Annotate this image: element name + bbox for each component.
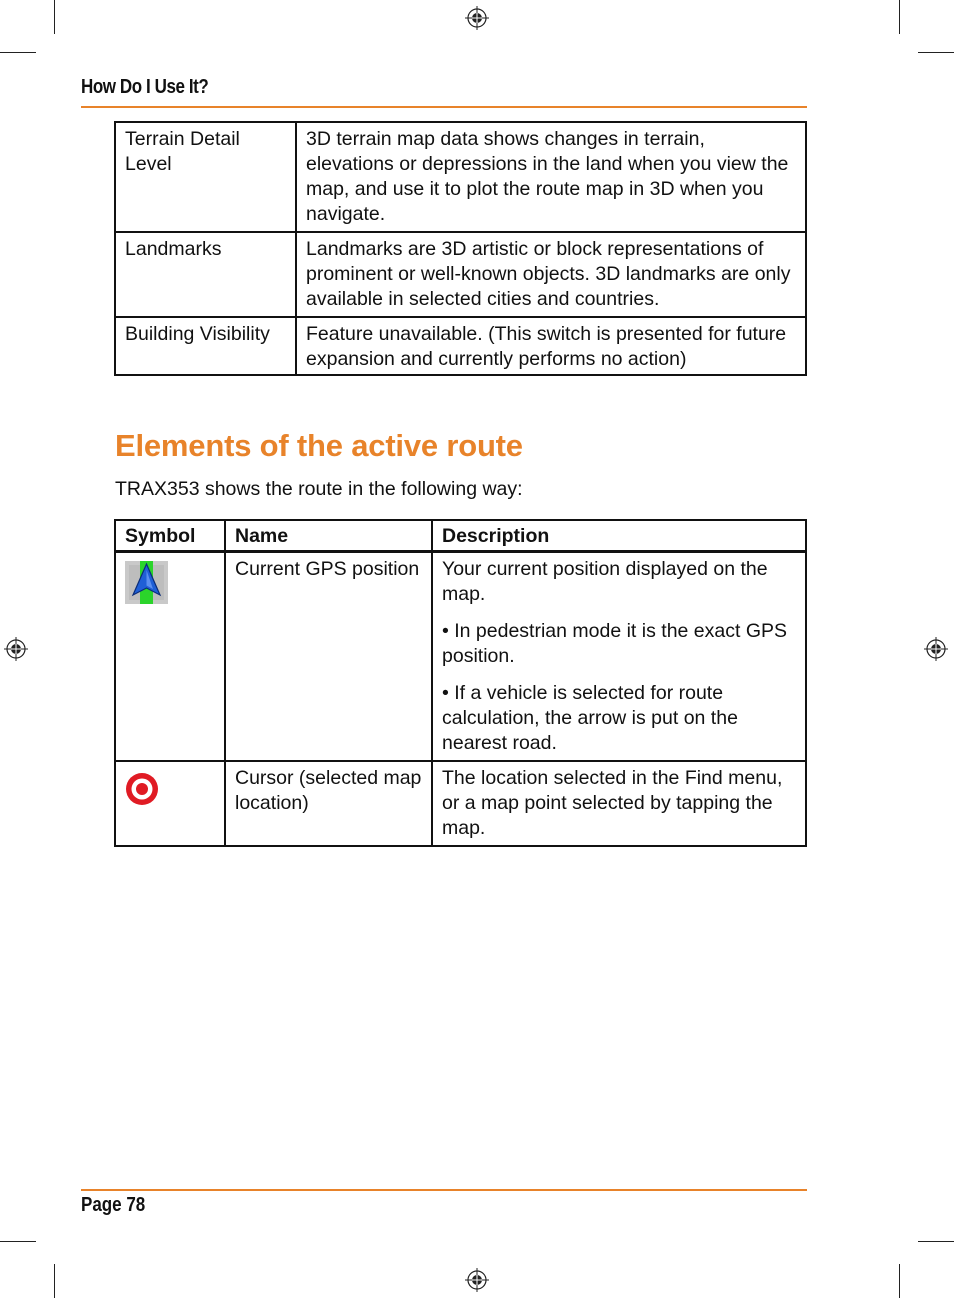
setting-name: Building Visibility [115,317,296,375]
crop-mark [54,1264,55,1298]
setting-name: Landmarks [115,232,296,317]
table-row [115,232,806,317]
element-name: Current GPS position [225,552,432,762]
section-title: Elements of the active route [115,428,523,463]
running-header-title: How Do I Use It? [81,76,209,98]
setting-name: Terrain Detail Level [115,122,296,232]
crop-mark [899,0,900,34]
registration-mark-icon [4,637,28,661]
setting-description: Landmarks are 3D artistic or block representations of prominent or well-known objects. 3D landmarks are only available in selected cities and countries. [296,232,806,317]
crop-mark [0,1241,36,1242]
cursor-target-icon [125,772,159,813]
setting-description: 3D terrain map data shows changes in terrain, elevations or depressions in the land when you view the map, and use it to plot the route map in 3D when you navigate. [296,122,806,232]
registration-mark-icon [465,6,489,30]
crop-mark [918,1241,954,1242]
description-paragraph: The location selected in the Find menu, or a map point selected by tapping the map. [442,767,783,839]
element-description [432,761,806,846]
crop-mark [0,52,36,53]
element-description [432,552,806,762]
description-paragraph: • If a vehicle is selected for route calculation, the arrow is put on the nearest road. [442,682,738,754]
section-intro: TRAX353 shows the route in the following way: [115,478,523,500]
description-paragraph: Your current position displayed on the map. [442,558,768,605]
footer-rule [81,1189,807,1191]
column-header-name: Name [225,520,432,552]
element-name: Cursor (selected map location) [225,761,432,846]
column-header-description: Description [432,520,806,552]
setting-description: Feature unavailable. (This switch is presented for future expansion and currently performs no action) [296,317,806,375]
table-row [115,552,806,762]
table-row [115,122,806,232]
settings-table [114,121,807,376]
page-number: Page 78 [81,1194,146,1216]
table-row [115,317,806,375]
registration-mark-icon [465,1268,489,1292]
header-rule [81,106,807,108]
table-header-row [115,520,806,552]
column-header-symbol: Symbol [115,520,225,552]
crop-mark [54,0,55,34]
crop-mark [899,1264,900,1298]
symbol-cell [115,761,225,846]
description-paragraph: • In pedestrian mode it is the exact GPS position. [442,620,788,667]
registration-mark-icon [924,637,948,661]
table-row [115,761,806,846]
symbol-cell [115,552,225,762]
route-elements-table [114,519,807,847]
gps-position-arrow-icon [125,561,168,611]
crop-mark [918,52,954,53]
